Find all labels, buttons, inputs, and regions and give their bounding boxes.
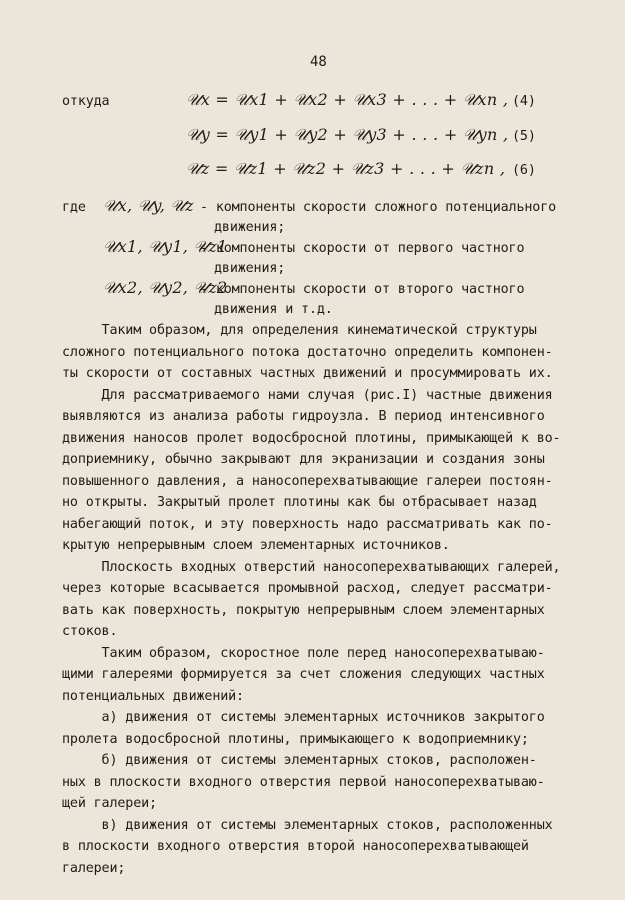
body-line: галереи; bbox=[62, 861, 126, 876]
body-line: щей галереи; bbox=[62, 796, 157, 811]
definition-1-text: - компоненты скорости сложного потенциального bbox=[200, 200, 557, 215]
equation-4-number: (4) bbox=[512, 94, 536, 109]
definition-3-symbols: 𝒰x2, 𝒰y2, 𝒰z2 bbox=[103, 278, 228, 297]
equation-6-number: (6) bbox=[512, 163, 536, 178]
body-line: в) движения от системы элементарных стоков, расположенных bbox=[62, 818, 553, 833]
body-line: ных в плоскости входного отверстия первой наносоперехватываю- bbox=[62, 775, 545, 790]
body-line: стоков. bbox=[62, 624, 118, 639]
body-line: пролета водосбросной плотины, примыкающего к водоприемнику; bbox=[62, 732, 529, 747]
body-line: крытую непрерывным слоем элементарных источников. bbox=[62, 538, 450, 553]
body-line: но открыты. Закрытый пролет плотины как бы отбрасывает назад bbox=[62, 495, 537, 510]
body-line: а) движения от системы элементарных источников закрытого bbox=[62, 710, 545, 725]
body-line: ты скорости от составных частных движений и просуммировать их. bbox=[62, 366, 553, 381]
page-number: 48 bbox=[310, 54, 327, 70]
definition-1-continuation: движения; bbox=[214, 220, 286, 235]
body-line: доприемнику, обычно закрывают для экранизации и создания зоны bbox=[62, 452, 545, 467]
body-line: потенциальных движений: bbox=[62, 689, 244, 704]
equation-4-formula: 𝒰x = 𝒰x1 + 𝒰x2 + 𝒰x3 + . . . + 𝒰xn , bbox=[186, 90, 509, 109]
body-line: щими галереями формируется за счет сложения следующих частных bbox=[62, 667, 545, 682]
definition-2-symbols: 𝒰x1, 𝒰y1, 𝒰z1 bbox=[103, 237, 228, 256]
equation-5-formula: 𝒰y = 𝒰y1 + 𝒰y2 + 𝒰y3 + . . . + 𝒰yn , bbox=[186, 125, 509, 144]
equation-6-formula: 𝒰z = 𝒰z1 + 𝒰z2 + 𝒰z3 + . . . + 𝒰zn , bbox=[186, 159, 506, 178]
body-line: Таким образом, для определения кинематической структуры bbox=[62, 323, 537, 338]
body-line: через которые всасывается промывной расход, следует рассматри- bbox=[62, 581, 553, 596]
definition-3-continuation: движения и т.д. bbox=[214, 302, 333, 317]
body-line: набегающий поток, и эту поверхность надо рассматривать как по- bbox=[62, 517, 553, 532]
definition-1-symbols: 𝒰x, 𝒰y, 𝒰z bbox=[103, 196, 194, 215]
body-line: сложного потенциального потока достаточно определить компонен- bbox=[62, 345, 553, 360]
definition-2-continuation: движения; bbox=[214, 261, 286, 276]
body-line: повышенного давления, а наносоперехватывающие галереи постоян- bbox=[62, 474, 553, 489]
equation-lead: откуда bbox=[62, 94, 110, 109]
body-line: в плоскости входного отверстия второй наносоперехватывающей bbox=[62, 839, 529, 854]
body-line: вать как поверхность, покрытую непрерывным слоем элементарных bbox=[62, 603, 545, 618]
body-line: Плоскость входных отверстий наносоперехватывающих галерей, bbox=[62, 560, 561, 575]
body-line: б) движения от системы элементарных стоков, расположен- bbox=[62, 753, 537, 768]
body-line: выявляются из анализа работы гидроузла. В период интенсивного bbox=[62, 409, 545, 424]
body-line: движения наносов пролет водосбросной плотины, примыкающей к во- bbox=[62, 431, 561, 446]
body-line: Таким образом, скоростное поле перед наносоперехватываю- bbox=[62, 646, 545, 661]
equation-5-number: (5) bbox=[512, 129, 536, 144]
definition-lead: где bbox=[62, 200, 86, 215]
definition-2-text: - компоненты скорости от первого частного bbox=[200, 241, 525, 256]
definition-3-text: - компоненты скорости от второго частного bbox=[200, 282, 525, 297]
body-line: Для рассматриваемого нами случая (рис.I) частные движения bbox=[62, 388, 553, 403]
